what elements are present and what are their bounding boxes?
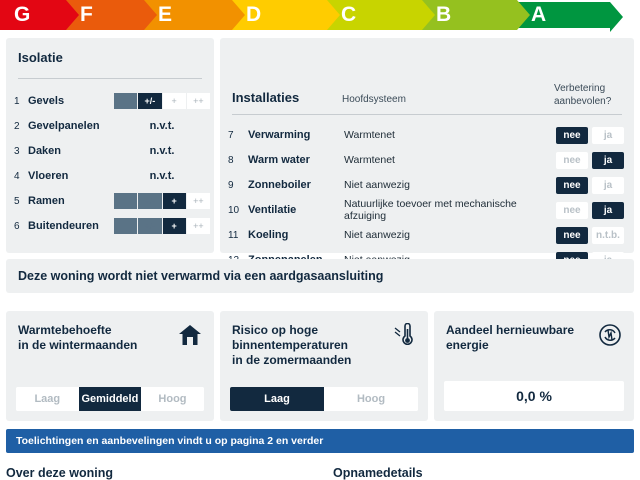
house-icon [178,323,202,347]
installaties-row-system: Warmtenet [344,129,395,141]
installaties-header-system: Hoofdsysteem [342,94,406,105]
warmtebehoefte-title-line1: Warmtebehoefte [18,323,112,337]
isolatie-value-text: n.v.t. [149,120,175,132]
recommend-yes-pill: ja [592,202,624,219]
risico-title-line1: Risico op hoge [232,323,319,337]
risico-title [232,323,351,368]
hernieuwbare-title-line1: Aandeel hernieuwbare [446,323,575,337]
isolatie-row-number: 6 [14,220,20,232]
installaties-recommend-pills [556,202,624,219]
installaties-row [228,174,628,196]
warmtebehoefte-option: Hoog [141,387,204,411]
isolatie-row-value [114,120,210,132]
warmtebehoefte-option: Laag [16,387,79,411]
warmtebehoefte-option: Gemiddeld [79,387,142,411]
risico-option: Hoog [324,387,418,411]
energy-class-g [0,0,66,30]
recommend-header-line1: Verbetering [554,83,606,94]
isolatie-row-number: 2 [14,120,20,132]
installaties-row-number: 11 [228,229,239,241]
isolatie-rating-segment: ++ [187,218,210,234]
isolatie-rating-segment: +/- [138,218,162,234]
isolatie-rating-bar [114,218,210,234]
installaties-recommend-pills [556,127,624,144]
installaties-row-system: Natuurlijke toevoer met mechanische afzuiging [344,198,517,222]
installaties-row-number: 10 [228,204,240,216]
isolatie-row [14,115,210,137]
energy-class-letter: G [14,3,31,26]
isolatie-rating-bar [114,93,210,109]
isolatie-row-number: 1 [14,95,20,107]
warmtebehoefte-options[interactable] [16,387,204,411]
hernieuwbare-title-line2: energie [446,338,489,352]
hernieuwbare-energie-panel [434,311,634,421]
installaties-row-label: Warm water [248,154,310,166]
isolatie-value-text: n.v.t. [149,145,175,157]
aardgas-notice-text: Deze woning wordt niet verwarmd via een aardgasaansluiting [18,269,384,283]
isolatie-row-label: Ramen [28,195,65,207]
energy-class-letter: B [436,3,452,26]
isolatie-row [14,190,210,212]
energy-class-d [232,0,327,30]
aardgas-notice-bar [6,259,634,293]
isolatie-row [14,140,210,162]
isolatie-panel [6,38,214,253]
installaties-row-number: 9 [228,179,234,191]
isolatie-row-label: Daken [28,145,62,157]
isolatie-row-value [114,193,210,209]
energy-class-a [517,0,612,30]
isolatie-row-label: Gevelpanelen [28,120,100,132]
hernieuwbare-title [446,323,574,353]
installaties-panel [220,38,634,253]
isolatie-rating-segment: + [163,193,187,209]
energy-class-b [422,0,517,30]
recommend-yes-pill: ja [592,177,624,194]
energy-class-c [327,0,422,30]
recommend-yes-pill: ja [592,152,624,169]
installaties-header-recommend [554,82,611,108]
isolatie-divider [18,78,202,79]
installaties-row [228,199,628,221]
recommend-no-pill: nee [556,227,588,244]
isolatie-row-number: 4 [14,170,20,182]
isolatie-rating-segment: +/- [138,193,162,209]
renewable-energy-icon [598,323,622,347]
isolatie-rating-segment [114,93,138,109]
installaties-row-label: Zonneboiler [248,179,311,191]
isolatie-title: Isolatie [18,50,63,65]
isolatie-row-label: Gevels [28,95,65,107]
warmtebehoefte-title [18,323,137,353]
installaties-row-number: 8 [228,154,234,166]
energy-class-letter: D [246,3,262,26]
isolatie-row-label: Vloeren [28,170,69,182]
installaties-recommend-pills [556,152,624,169]
hernieuwbare-value: 0,0 % [444,381,624,411]
isolatie-rating-segment: ++ [187,93,210,109]
isolatie-rating-bar [114,193,210,209]
installaties-divider [232,114,622,115]
toelichting-bar [6,429,634,453]
risico-options[interactable] [230,387,418,411]
installaties-title: Installaties [232,90,300,105]
isolatie-row-value [114,218,210,234]
isolatie-rating-segment: ++ [187,193,210,209]
installaties-row [228,124,628,146]
energy-class-letter: E [158,3,173,26]
installaties-row [228,149,628,171]
energy-class-letter: F [80,3,94,26]
recommend-header-line2: aanbevolen? [554,96,612,107]
isolatie-rating-segment [114,193,138,209]
risico-option: Laag [230,387,324,411]
energy-class-e [144,0,232,30]
risico-title-line3: in de zomermaanden [232,353,352,367]
energy-label-scale [0,0,640,30]
isolatie-row-number: 3 [14,145,20,157]
risico-title-line2: binnentemperaturen [232,338,349,352]
isolatie-row [14,165,210,187]
installaties-row [228,224,628,246]
installaties-row-number: 7 [228,129,234,141]
recommend-no-pill: nee [556,202,588,219]
installaties-recommend-pills [556,177,624,194]
installaties-recommend-pills [556,227,624,244]
warmtebehoefte-title-line2: in de wintermaanden [18,338,138,352]
installaties-row-label: Koeling [248,229,289,241]
energy-class-letter: A [531,3,547,26]
isolatie-row-number: 5 [14,195,20,207]
risico-panel [220,311,428,421]
recommend-yes-pill: ja [592,127,624,144]
isolatie-rating-segment: + [163,93,187,109]
installaties-row-system: Niet aanwezig [344,179,410,191]
energy-class-letter: C [341,3,357,26]
recommend-no-pill: nee [556,177,588,194]
isolatie-row-value [114,93,210,109]
over-deze-woning-heading: Over deze woning [6,466,113,480]
isolatie-row-value [114,145,210,157]
warmtebehoefte-panel [6,311,214,421]
isolatie-rating-segment: +/- [138,93,162,109]
opnamedetails-heading: Opnamedetails [333,466,423,480]
isolatie-rating-segment [114,218,138,234]
thermometer-icon [392,323,416,347]
isolatie-row [14,90,210,112]
installaties-row-label: Ventilatie [248,204,297,216]
recommend-no-pill: nee [556,127,588,144]
installaties-row-system: Warmtenet [344,154,395,166]
installaties-row-label: Verwarming [248,129,311,141]
recommend-no-pill: nee [556,152,588,169]
isolatie-rating-segment: + [163,218,187,234]
installaties-row-system: Niet aanwezig [344,229,410,241]
isolatie-value-text: n.v.t. [149,170,175,182]
isolatie-row-label: Buitendeuren [28,220,99,232]
recommend-yes-pill: n.t.b. [592,227,624,244]
toelichting-text: Toelichtingen en aanbevelingen vindt u op pagina 2 en verder [16,435,324,447]
isolatie-row [14,215,210,237]
isolatie-row-value [114,170,210,182]
